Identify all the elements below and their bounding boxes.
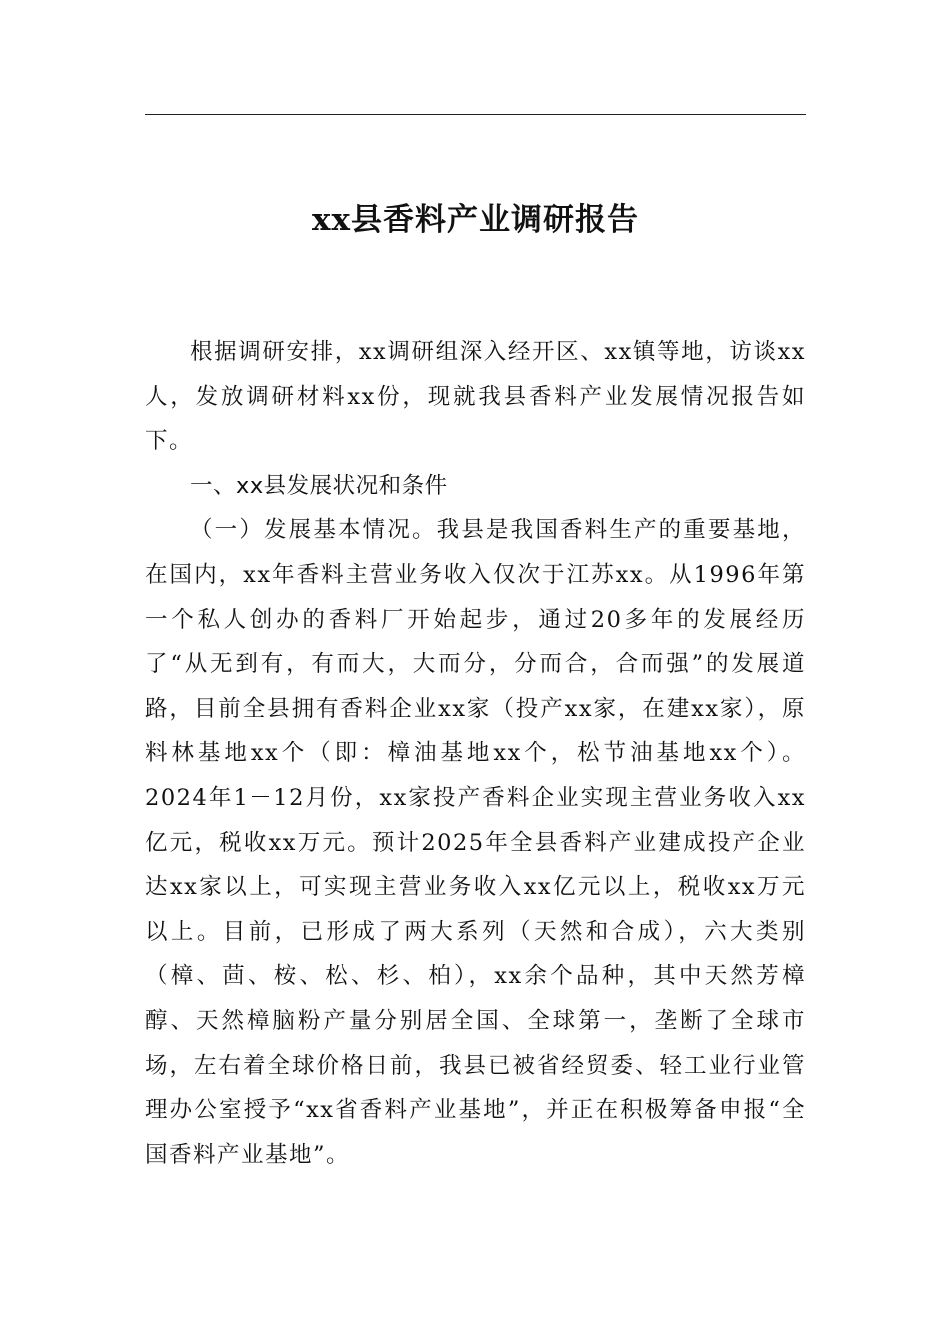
subsection-lead: （一）发展基本情况。 (190, 517, 437, 544)
intro-paragraph: 根据调研安排，xx调研组深入经开区、xx镇等地，访谈xx人，发放调研材料xx份，现就我县香料产业发展情况报告如下。 (145, 339, 806, 455)
subsection-text: 我县是我国香料生产的重要基地，在国内，xx年香料主营业务收入仅次于江苏xx。从1996年第一个私人创办的香料厂开始起步，通过20多年的发展经历了“从无到有，有而大，大而分，分而合，合而强”的发展道路，目前全县拥有香料企业xx家（投产xx家，在建xx家），原料林基地xx个（即：樟油基地xx个，松节油基地xx个）。2024年1－12月份，xx家投产香料企业实现主营业务收入xx亿元，税收xx万元。预计2025年全县香料产业建成投产企业达xx家以上，可实现主营业务收入xx亿元以上，税收xx万元以上。目前，已形成了两大系列（天然和合成），六大类别（樟、茴、桉、松、杉、柏），xx余个品种，其中天然芳樟醇、天然樟脑粉产量分别居全国、全球第一，垄断了全球市场，左右着全球价格日前，我县已被省经贸委、轻工业行业管理办公室授予“xx省香料产业基地”，并正在积极筹备申报“全国香料产业基地”。 (145, 517, 806, 1168)
subsection-paragraph (145, 508, 806, 1177)
document-title: xx县香料产业调研报告 (312, 202, 639, 238)
header-rule (145, 114, 806, 115)
document-body (145, 330, 806, 1177)
section-heading: 一、xx县发展状况和条件 (190, 472, 448, 499)
